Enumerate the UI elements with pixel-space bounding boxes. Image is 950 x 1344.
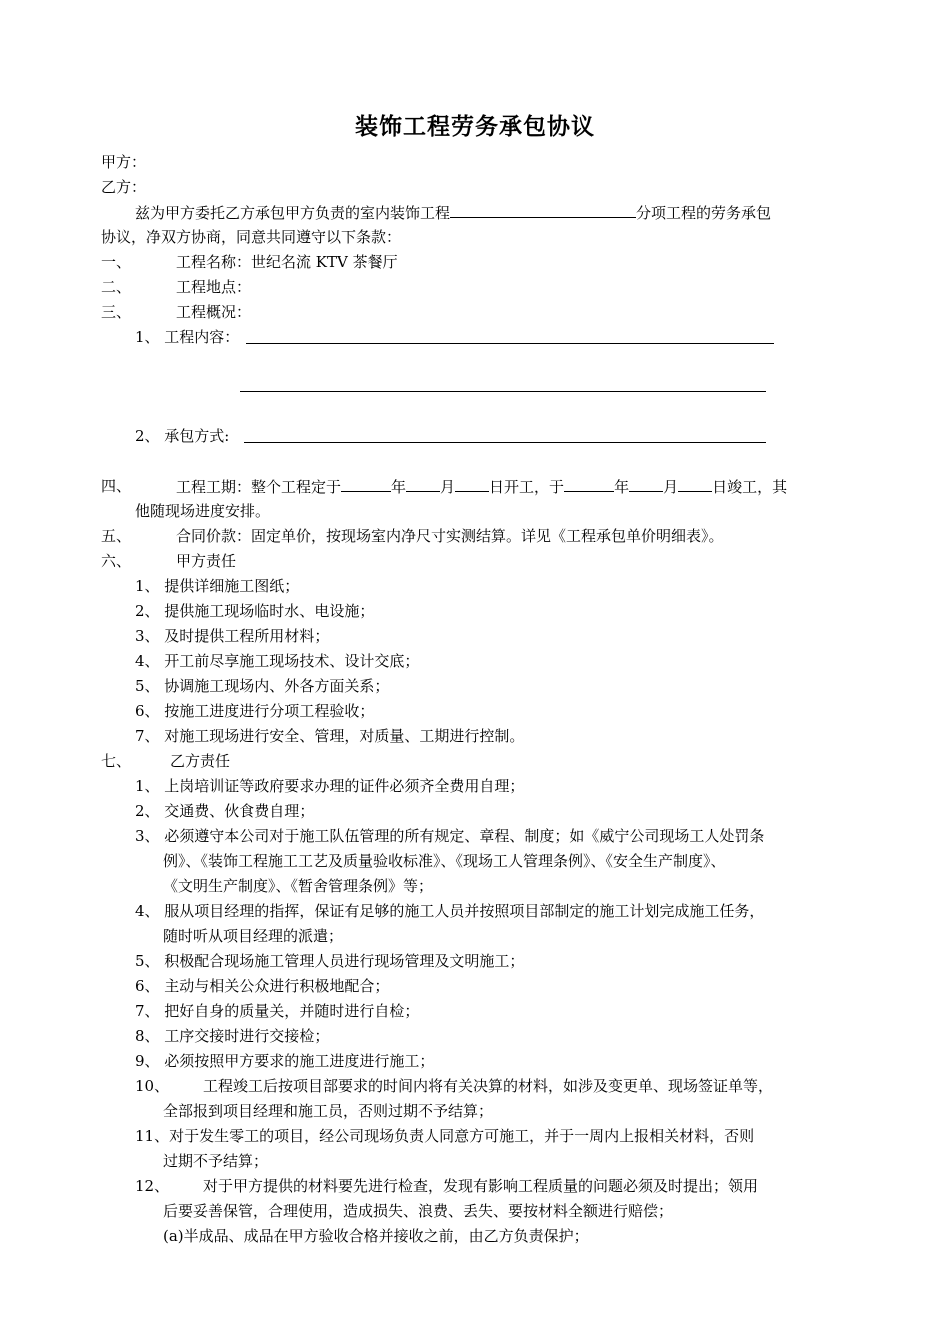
party-a-duty-1: 1、 提供详细施工图纸； <box>135 577 300 595</box>
year-label: 年 <box>614 478 630 496</box>
party-b-duty-1: 1、 上岗培训证等政府要求办理的证件必须齐全费用自理； <box>135 777 525 795</box>
party-b-duty-10: 工程竣工后按项目部要求的时间内将有关决算的材料，如涉及变更单、现场签证单等， <box>203 1077 774 1095</box>
party-b-duty-12: 对于甲方提供的材料要先进行检查，发现有影响工程质量的问题必须及时提出；领用 <box>203 1177 759 1195</box>
section-3-text: 工程概况： <box>176 303 252 321</box>
contract-mode-label: 2、 承包方式: <box>135 427 230 445</box>
contract-mode-blank <box>244 442 766 443</box>
section-4-line1 <box>176 476 787 497</box>
section-2-text: 工程地点： <box>176 278 252 296</box>
intro-text-a: 兹为甲方委托乙方承包甲方负责的室内装饰工程 <box>135 204 451 222</box>
start-month-blank <box>406 476 440 492</box>
party-b-duty-11-cont: 过期不予结算； <box>163 1152 269 1170</box>
intro-paragraph-line1 <box>135 202 771 223</box>
section-1-number: 一、 <box>101 253 132 271</box>
section-2-number: 二、 <box>101 278 132 296</box>
section-5-number: 五、 <box>101 527 132 545</box>
month-label: 月 <box>440 478 456 496</box>
schedule-text: 工程工期：整个工程定于 <box>176 478 342 496</box>
party-a-duty-7: 7、 对施工现场进行安全、管理，对质量、工期进行控制。 <box>135 727 525 745</box>
month-label: 月 <box>663 478 679 496</box>
start-year-blank <box>341 476 391 492</box>
party-b-duty-4-cont: 随时听从项目经理的派遣； <box>163 927 344 945</box>
party-b-duty-4: 4、 服从项目经理的指挥，保证有足够的施工人员并按照项目部制定的施工计划完成施工任务， <box>135 902 765 920</box>
section-3-number: 三、 <box>101 303 132 321</box>
party-a-duty-3: 3、 及时提供工程所用材料； <box>135 627 330 645</box>
party-b-duty-2: 2、 交通费、伙食费自理； <box>135 802 315 820</box>
intro-paragraph-line2: 协议，净双方协商，同意共同遵守以下条款： <box>101 228 402 246</box>
section-6-number: 六、 <box>101 552 132 570</box>
section-4-number: 四、 <box>101 477 132 495</box>
end-year-blank <box>564 476 614 492</box>
start-day-blank <box>455 476 489 492</box>
party-b-duty-3-cont-1: 例》、《装饰工程施工工艺及质量验收标准》、《现场工人管理条例》、《安全生产制度》、 <box>163 852 726 870</box>
project-content-label: 1、 工程内容： <box>135 328 240 346</box>
party-b-duty-5: 5、 积极配合现场施工管理人员进行现场管理及文明施工； <box>135 952 525 970</box>
project-content-blank-2 <box>240 391 766 392</box>
intro-text-b: 分项工程的劳务承包 <box>636 204 772 222</box>
project-content-blank-1 <box>246 343 774 344</box>
section-7-number: 七、 <box>101 752 132 770</box>
section-1-text: 工程名称：世纪名流 KTV 茶餐厅 <box>176 253 398 271</box>
end-day-blank <box>678 476 712 492</box>
party-b-duty-8: 8、 工序交接时进行交接检； <box>135 1027 330 1045</box>
project-name-blank <box>450 202 636 218</box>
party-b-duty-10-number: 10、 <box>135 1077 170 1095</box>
party-b-duty-3-cont-2: 《文明生产制度》、《暂舍管理条例》等； <box>163 877 434 895</box>
party-b-duty-6: 6、 主动与相关公众进行积极地配合； <box>135 977 390 995</box>
party-a-duty-5: 5、 协调施工现场内、外各方面关系； <box>135 677 390 695</box>
party-b-label: 乙方： <box>101 178 147 196</box>
party-a-duty-2: 2、 提供施工现场临时水、电设施； <box>135 602 375 620</box>
document-title: 装饰工程劳务承包协议 <box>355 113 595 140</box>
year-label: 年 <box>391 478 407 496</box>
start-label: 日开工，于 <box>489 478 565 496</box>
section-5-text: 合同价款：固定单价，按现场室内净尺寸实测结算。详见《工程承包单价明细表》。 <box>176 527 724 545</box>
party-b-duty-7: 7、 把好自身的质量关，并随时进行自检； <box>135 1002 420 1020</box>
party-b-duty-12-cont: 后要妥善保管，合理使用，造成损失、浪费、丢失、要按材料全额进行赔偿； <box>163 1202 674 1220</box>
party-b-duty-11: 11、对于发生零工的项目，经公司现场负责人同意方可施工，并于一周内上报相关材料，否则 <box>135 1127 755 1145</box>
end-label: 日竣工，其 <box>712 478 788 496</box>
party-a-duty-4: 4、 开工前尽享施工现场技术、设计交底； <box>135 652 420 670</box>
section-6-text: 甲方责任 <box>176 552 237 570</box>
party-b-duty-12-number: 12、 <box>135 1177 170 1195</box>
party-b-duty-12-a: (a)半成品、成品在甲方验收合格并接收之前，由乙方负责保护； <box>163 1227 589 1245</box>
end-month-blank <box>629 476 663 492</box>
party-a-duty-6: 6、 按施工进度进行分项工程验收； <box>135 702 375 720</box>
section-4-line2: 他随现场进度安排。 <box>135 502 271 520</box>
section-7-text: 乙方责任 <box>170 752 231 770</box>
party-b-duty-9: 9、 必须按照甲方要求的施工进度进行施工； <box>135 1052 435 1070</box>
party-b-duty-10-cont: 全部报到项目经理和施工员，否则过期不予结算； <box>163 1102 494 1120</box>
party-b-duty-3: 3、 必须遵守本公司对于施工队伍管理的所有规定、章程、制度；如《威宁公司现场工人处罚条 <box>135 827 765 845</box>
party-a-label: 甲方： <box>101 153 147 171</box>
